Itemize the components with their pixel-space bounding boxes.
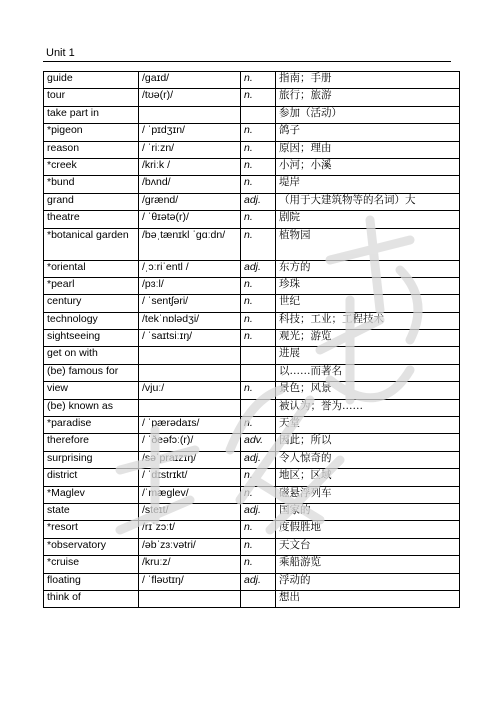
- vocab-phonetic: / ˈðeəfɔː(r)/: [139, 434, 241, 451]
- vocab-meaning: （用于大建筑物等的名词）大: [276, 193, 460, 210]
- vocab-pos: n.: [241, 521, 276, 538]
- vocab-word: reason: [44, 141, 139, 158]
- vocab-word: *Maglev: [44, 486, 139, 503]
- vocab-meaning: 鸽子: [276, 124, 460, 141]
- vocab-word: technology: [44, 312, 139, 329]
- vocab-row: [44, 451, 460, 468]
- vocab-pos: adj.: [241, 193, 276, 210]
- vocab-word: *observatory: [44, 538, 139, 555]
- vocab-pos: [241, 364, 276, 381]
- vocab-pos: [241, 347, 276, 364]
- vocab-row: [44, 72, 460, 89]
- vocab-row: [44, 417, 460, 434]
- vocab-pos: n.: [241, 312, 276, 329]
- vocab-meaning: 参加（活动）: [276, 106, 460, 123]
- vocab-word: *oriental: [44, 260, 139, 277]
- vocab-phonetic: /kruːz/: [139, 556, 241, 573]
- vocab-row: [44, 211, 460, 228]
- vocab-phonetic: /ˈmæɡlev/: [139, 486, 241, 503]
- vocab-pos: n.: [241, 417, 276, 434]
- vocab-row: [44, 434, 460, 451]
- vocab-row: [44, 89, 460, 106]
- vocab-word: guide: [44, 72, 139, 89]
- vocab-row: [44, 469, 460, 486]
- vocab-phonetic: /tʊə(r)/: [139, 89, 241, 106]
- vocab-word: *pearl: [44, 277, 139, 294]
- vocab-phonetic: / ˈpɪdʒɪn/: [139, 124, 241, 141]
- vocab-word: view: [44, 382, 139, 399]
- vocab-phonetic: / ˈfləʊtɪŋ/: [139, 573, 241, 590]
- vocab-phonetic: /bəˌtænɪkl ˈɡɑːdn/: [139, 228, 241, 260]
- vocab-meaning: 堤岸: [276, 176, 460, 193]
- vocab-word: sightseeing: [44, 330, 139, 347]
- vocab-meaning: 被认为；誉为……: [276, 399, 460, 416]
- vocab-row: [44, 347, 460, 364]
- vocab-row: [44, 330, 460, 347]
- vocab-meaning: 度假胜地: [276, 521, 460, 538]
- vocab-phonetic: [139, 106, 241, 123]
- vocab-row: [44, 106, 460, 123]
- vocab-word: (be) famous for: [44, 364, 139, 381]
- vocab-word: floating: [44, 573, 139, 590]
- vocab-word: theatre: [44, 211, 139, 228]
- vocab-meaning: 地区；区域: [276, 469, 460, 486]
- vocab-row: [44, 295, 460, 312]
- vocab-meaning: 令人惊奇的: [276, 451, 460, 468]
- vocab-word: take part in: [44, 106, 139, 123]
- vocab-meaning: 东方的: [276, 260, 460, 277]
- vocab-phonetic: /vjuː/: [139, 382, 241, 399]
- vocab-row: [44, 399, 460, 416]
- vocab-phonetic: /kriːk /: [139, 158, 241, 175]
- vocab-word: district: [44, 469, 139, 486]
- vocab-pos: adv.: [241, 434, 276, 451]
- vocab-phonetic: / ˈθɪətə(r)/: [139, 211, 241, 228]
- vocab-row: [44, 573, 460, 590]
- vocab-pos: n.: [241, 277, 276, 294]
- vocab-meaning: 植物园: [276, 228, 460, 260]
- vocab-row: [44, 590, 460, 607]
- vocab-pos: n.: [241, 295, 276, 312]
- vocab-word: *cruise: [44, 556, 139, 573]
- vocab-pos: n.: [241, 89, 276, 106]
- vocab-row: [44, 228, 460, 260]
- vocab-phonetic: / ˈriːzn/: [139, 141, 241, 158]
- vocab-row: [44, 312, 460, 329]
- vocab-phonetic: /rɪˈzɔːt/: [139, 521, 241, 538]
- vocab-word: state: [44, 503, 139, 520]
- vocab-pos: [241, 106, 276, 123]
- vocab-meaning: 科技；工业；工程技术: [276, 312, 460, 329]
- vocabulary-table: [43, 71, 460, 608]
- vocab-row: [44, 260, 460, 277]
- vocab-phonetic: /bʌnd/: [139, 176, 241, 193]
- vocab-row: [44, 538, 460, 555]
- vocab-word: surprising: [44, 451, 139, 468]
- header-divider: [43, 61, 451, 62]
- vocab-row: [44, 141, 460, 158]
- vocab-phonetic: /ɡrænd/: [139, 193, 241, 210]
- vocab-phonetic: / ˈdɪstrɪkt/: [139, 469, 241, 486]
- vocab-phonetic: /steɪt/: [139, 503, 241, 520]
- vocab-meaning: 小河；小溪: [276, 158, 460, 175]
- vocab-pos: [241, 590, 276, 607]
- vocab-row: [44, 503, 460, 520]
- vocab-pos: adj.: [241, 451, 276, 468]
- vocab-word: get on with: [44, 347, 139, 364]
- vocab-word: therefore: [44, 434, 139, 451]
- vocab-meaning: 想出: [276, 590, 460, 607]
- vocab-word: *botanical garden: [44, 228, 139, 260]
- vocab-word: tour: [44, 89, 139, 106]
- vocab-meaning: 景色；风景: [276, 382, 460, 399]
- vocab-meaning: 以……而著名: [276, 364, 460, 381]
- vocab-pos: adj.: [241, 260, 276, 277]
- vocab-pos: n.: [241, 141, 276, 158]
- vocab-pos: [241, 399, 276, 416]
- vocab-phonetic: / ˈsaɪtsiːɪŋ/: [139, 330, 241, 347]
- vocab-meaning: 原因；理由: [276, 141, 460, 158]
- vocab-row: [44, 277, 460, 294]
- vocab-row: [44, 193, 460, 210]
- vocab-row: [44, 521, 460, 538]
- vocab-phonetic: /pɜːl/: [139, 277, 241, 294]
- vocab-pos: adj.: [241, 573, 276, 590]
- vocab-pos: n.: [241, 330, 276, 347]
- vocab-phonetic: /ɡaɪd/: [139, 72, 241, 89]
- vocab-pos: n.: [241, 158, 276, 175]
- vocab-pos: n.: [241, 176, 276, 193]
- vocab-pos: n.: [241, 211, 276, 228]
- vocab-phonetic: [139, 590, 241, 607]
- vocab-phonetic: /əbˈzɜːvətri/: [139, 538, 241, 555]
- vocab-meaning: 世纪: [276, 295, 460, 312]
- vocab-meaning: 进展: [276, 347, 460, 364]
- unit-title: Unit 1: [46, 47, 75, 59]
- vocab-row: [44, 364, 460, 381]
- vocab-word: *paradise: [44, 417, 139, 434]
- vocab-meaning: 天堂: [276, 417, 460, 434]
- vocab-word: *bund: [44, 176, 139, 193]
- vocab-pos: n.: [241, 486, 276, 503]
- vocab-pos: n.: [241, 228, 276, 260]
- vocab-meaning: 剧院: [276, 211, 460, 228]
- vocab-word: *resort: [44, 521, 139, 538]
- vocab-word: century: [44, 295, 139, 312]
- vocab-row: [44, 158, 460, 175]
- vocab-pos: n.: [241, 469, 276, 486]
- vocab-pos: n.: [241, 72, 276, 89]
- vocab-meaning: 指南；手册: [276, 72, 460, 89]
- vocab-pos: n.: [241, 538, 276, 555]
- vocab-phonetic: [139, 399, 241, 416]
- vocab-pos: n.: [241, 124, 276, 141]
- vocab-phonetic: [139, 364, 241, 381]
- vocab-word: think of: [44, 590, 139, 607]
- vocab-row: [44, 124, 460, 141]
- vocab-pos: n.: [241, 556, 276, 573]
- vocab-word: *pigeon: [44, 124, 139, 141]
- vocab-phonetic: [139, 347, 241, 364]
- vocab-meaning: 国家的: [276, 503, 460, 520]
- vocab-meaning: 磁悬浮列车: [276, 486, 460, 503]
- vocab-pos: adj.: [241, 503, 276, 520]
- vocab-word: *creek: [44, 158, 139, 175]
- vocabulary-table-body: [44, 72, 460, 608]
- vocab-phonetic: / ˈpærədaɪs/: [139, 417, 241, 434]
- vocab-meaning: 天文台: [276, 538, 460, 555]
- vocab-row: [44, 556, 460, 573]
- vocab-meaning: 浮动的: [276, 573, 460, 590]
- vocab-phonetic: /tekˈnɒlədʒi/: [139, 312, 241, 329]
- vocab-meaning: 乘船游览: [276, 556, 460, 573]
- vocab-meaning: 因此；所以: [276, 434, 460, 451]
- vocab-phonetic: / ˈsentʃəri/: [139, 295, 241, 312]
- vocab-row: [44, 486, 460, 503]
- vocab-phonetic: /səˈpraɪzɪŋ/: [139, 451, 241, 468]
- vocab-meaning: 旅行；旅游: [276, 89, 460, 106]
- vocab-pos: n.: [241, 382, 276, 399]
- vocab-row: [44, 176, 460, 193]
- vocab-meaning: 观光；游览: [276, 330, 460, 347]
- vocab-phonetic: /ˌɔːriˈentl /: [139, 260, 241, 277]
- vocab-word: grand: [44, 193, 139, 210]
- vocab-row: [44, 382, 460, 399]
- vocab-meaning: 珍珠: [276, 277, 460, 294]
- vocab-word: (be) known as: [44, 399, 139, 416]
